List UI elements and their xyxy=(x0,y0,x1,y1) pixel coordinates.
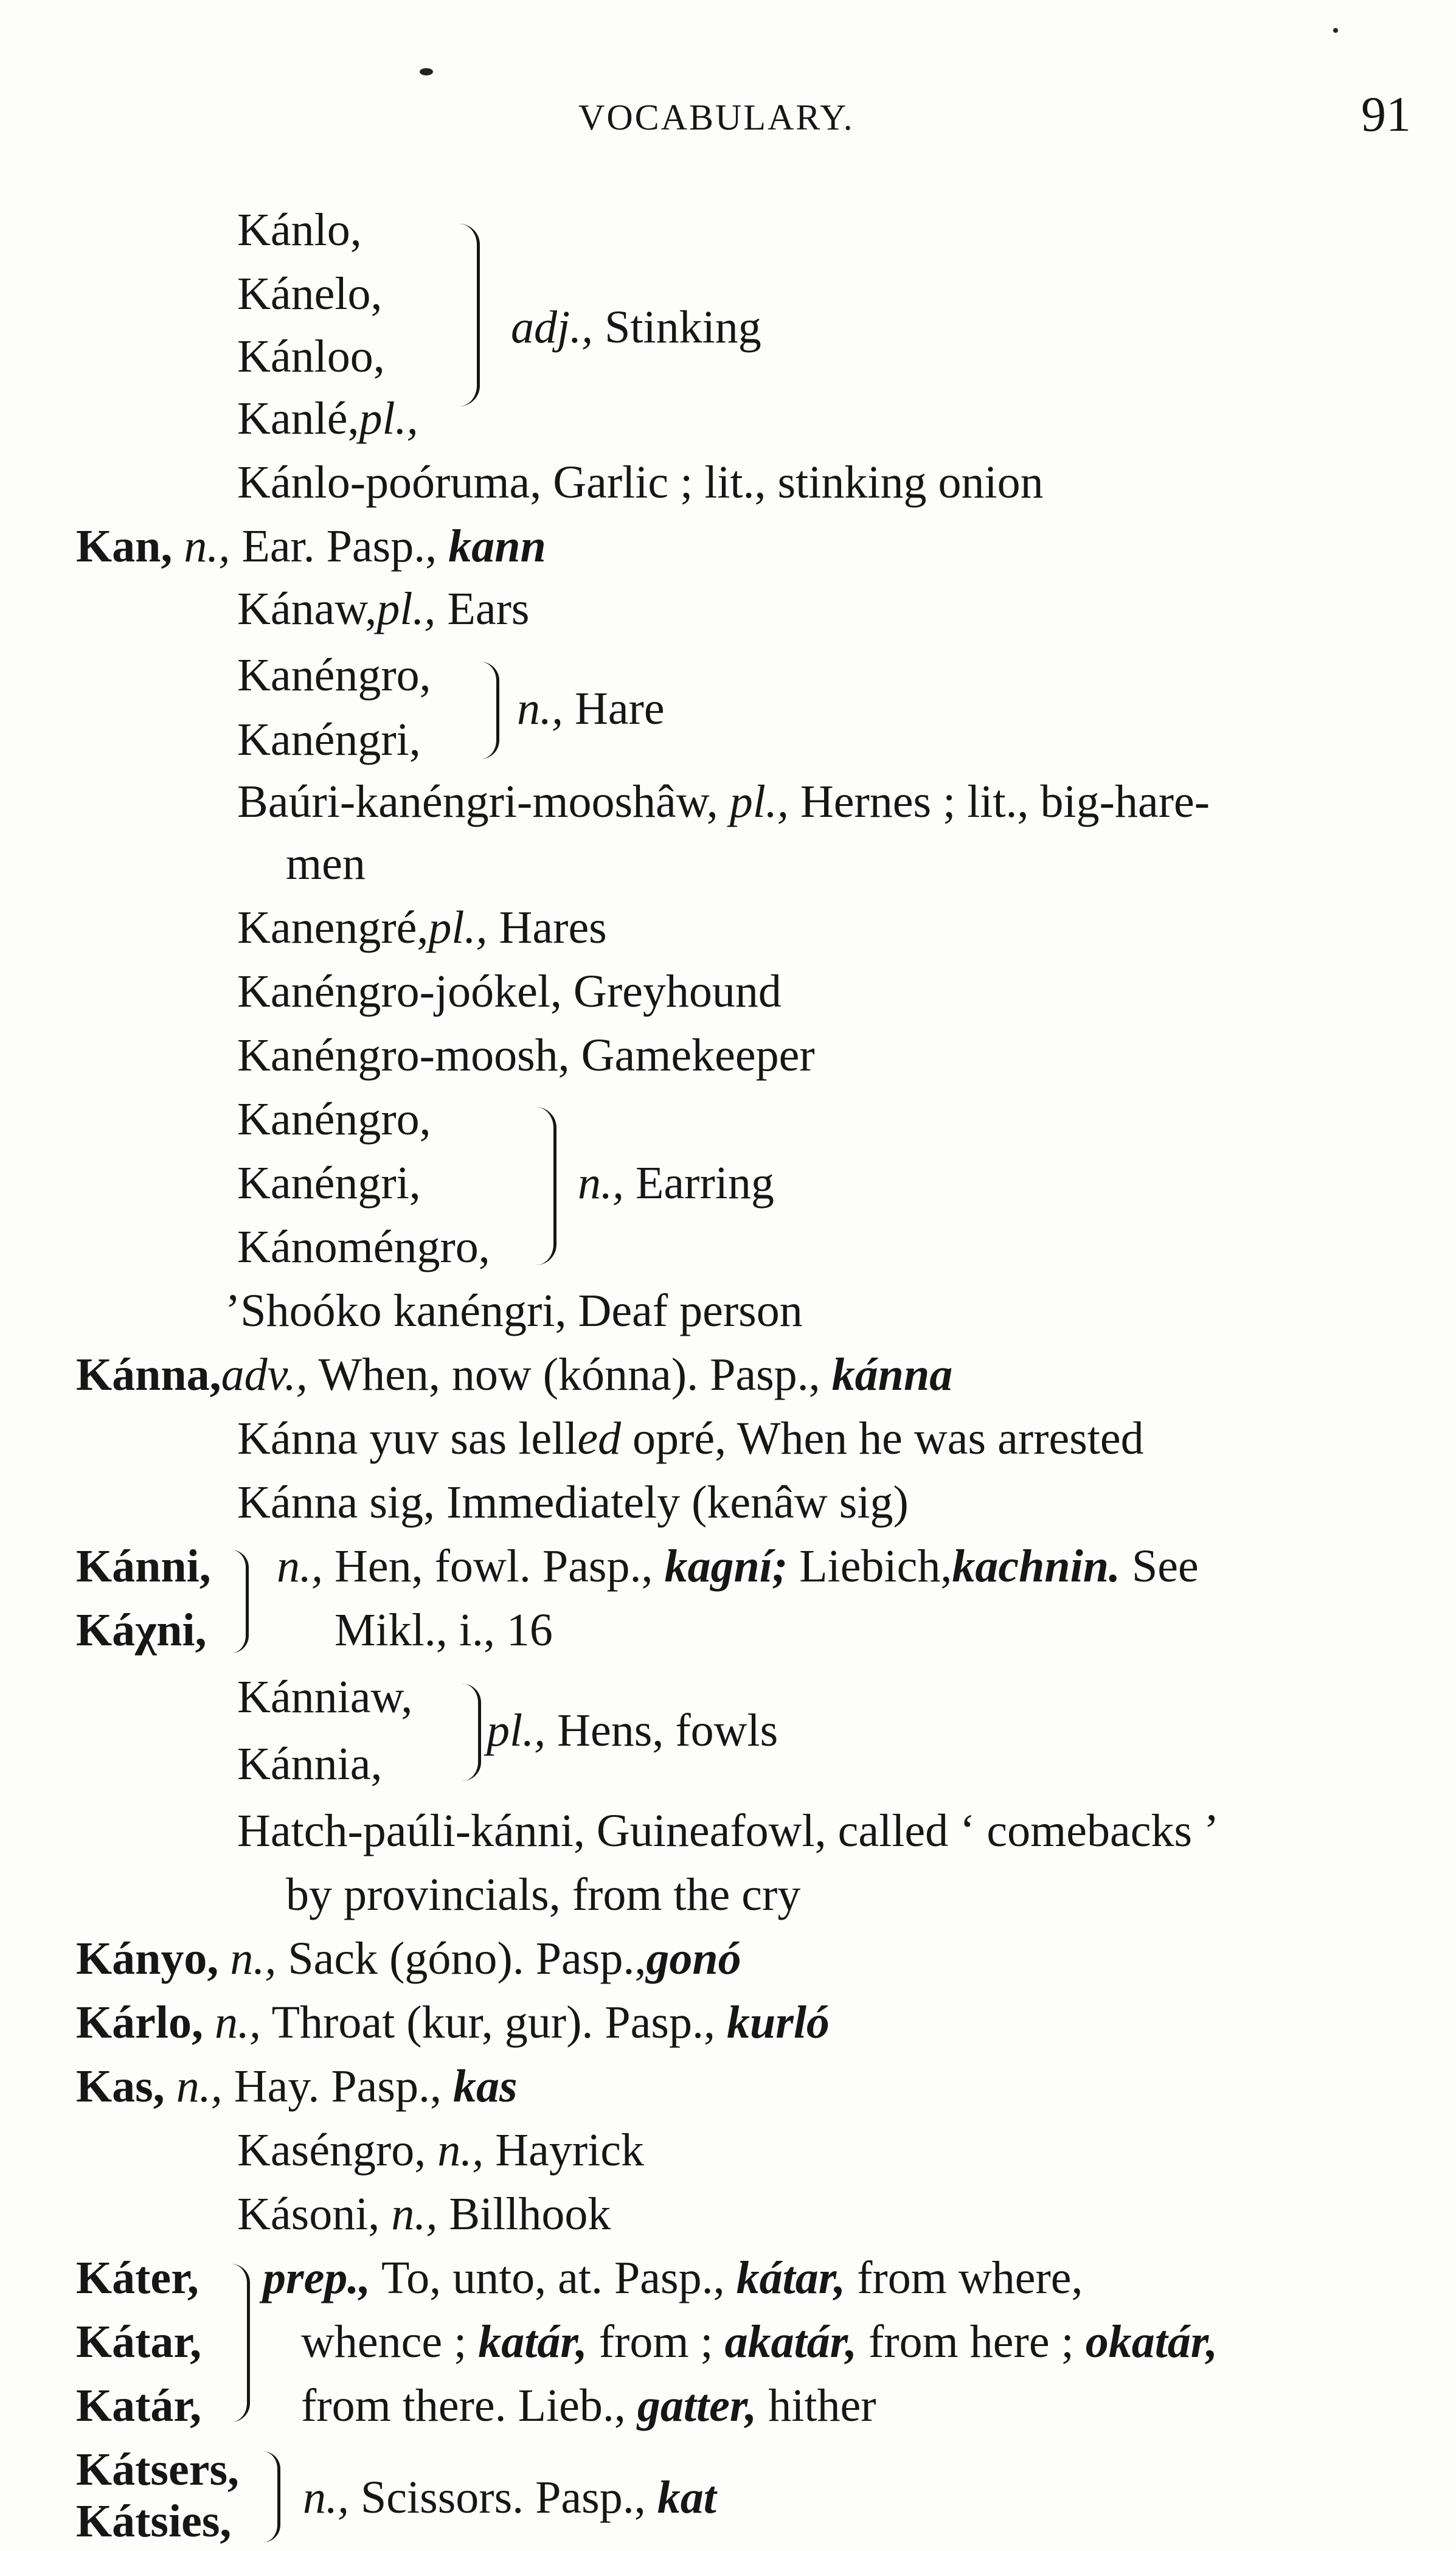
entry-kasoni: Kásoni, n., Billhook xyxy=(237,2188,611,2240)
entry-kanaw: Kánaw,pl., Ears xyxy=(237,583,530,634)
entry-kasengro: Kaséngro, n., Hayrick xyxy=(237,2125,645,2176)
kanniaw-definition: pl., Hens, fowls xyxy=(487,1705,778,1756)
running-head: VOCABULARY. xyxy=(578,97,855,137)
brace xyxy=(480,662,499,759)
entry-shooko: ’Shoóko kanéngri, Deaf person xyxy=(225,1285,803,1336)
entry-kanengre: Kanengré,pl., Hares xyxy=(237,902,607,953)
brace xyxy=(263,2451,280,2542)
kater-definition-2: whence ; katár, from ; akatár, from here ; okatár, xyxy=(301,2316,1218,2367)
entry-bauri-cont: men xyxy=(286,838,366,889)
form-kanlo: Kánlo, xyxy=(237,204,362,255)
form-kanniaw: Kánniaw, xyxy=(237,1671,413,1723)
page-number: 91 xyxy=(1361,86,1411,142)
form-kanelo: Kánelo, xyxy=(237,268,383,319)
form-kanengro: Kanéngro, xyxy=(237,650,431,701)
form-kanloo: Kánloo, xyxy=(237,331,385,382)
kanengro-earring-definition: n., Earring xyxy=(578,1157,774,1209)
entry-bauri: Baúri-kanéngri-mooshâw, pl., Hernes ; lit., big-hare- xyxy=(237,776,1210,827)
form-katsies: Kátsies, xyxy=(76,2496,232,2547)
brace xyxy=(462,1684,481,1781)
entry-greyhound: Kanéngro-joókel, Greyhound xyxy=(237,966,782,1017)
form-kanengri: Kanéngri, xyxy=(237,1157,421,1209)
form-katar-accented: Katár, xyxy=(76,2380,202,2431)
katsers-definition: n., Scissors. Pasp., kat xyxy=(303,2472,716,2523)
form-kanni: Kánni, xyxy=(76,1541,211,1592)
entry-kas: Kas, n., Hay. Pasp., kas xyxy=(76,2061,518,2112)
brace xyxy=(535,1107,556,1265)
form-katar: Kátar, xyxy=(76,2316,202,2367)
form-kater: Káter, xyxy=(76,2252,199,2303)
form-kanengro: Kanéngro, xyxy=(237,1094,431,1145)
form-kachni: Káχni, xyxy=(76,1605,207,1656)
entry-kanna-sig: Kánna sig, Immediately (kenâw sig) xyxy=(237,1477,909,1528)
kanengro-hare-definition: n., Hare xyxy=(517,683,665,734)
kanni-definition: n., Hen, fowl. Pasp., kagní; Liebich,kachnin. See xyxy=(277,1541,1199,1592)
kater-definition-3: from there. Lieb., gatter, hither xyxy=(301,2380,876,2431)
form-kanomengro: Kánoméngro, xyxy=(237,1221,490,1272)
kanlo-definition: adj., Stinking xyxy=(511,302,761,353)
form-kanengri: Kanéngri, xyxy=(237,714,421,765)
entry-hatch-pauli-cont: by provincials, from the cry xyxy=(286,1869,801,1920)
entry-gamekeeper: Kanéngro-moosh, Gamekeeper xyxy=(237,1030,815,1081)
entry-kanyo: Kányo, n., Sack (góno). Pasp.,gonó xyxy=(76,1933,741,1984)
brace xyxy=(231,1550,249,1653)
form-kannia: Kánnia, xyxy=(237,1738,383,1789)
entry-kanna: Kánna,adv., When, now (kónna). Pasp., kánna xyxy=(76,1349,953,1400)
entry-hatch-pauli: Hatch-paúli-kánni, Guineafowl, called ‘ comebacks ’ xyxy=(237,1805,1219,1856)
brace xyxy=(231,2264,250,2422)
entry-kanna-yuv: Kánna yuv sas lelled opré, When he was arrested xyxy=(237,1413,1144,1464)
entry-kan: Kan, n., Ear. Pasp., kann xyxy=(76,521,546,572)
form-katsers: Kátsers, xyxy=(76,2444,240,2495)
kanni-reference: Mikl., i., 16 xyxy=(335,1605,553,1656)
ink-speck xyxy=(1333,28,1338,33)
entry-karlo: Kárlo, n., Throat (kur, gur). Pasp., kurló xyxy=(76,1997,830,2048)
brace xyxy=(457,224,480,406)
ink-speck xyxy=(420,68,433,75)
kater-definition-1: prep., To, unto, at. Pasp., kátar, from where, xyxy=(263,2252,1083,2303)
entry-kanlo-poruma: Kánlo-poóruma, Garlic ; lit., stinking onion xyxy=(237,457,1044,508)
form-kanle: Kanlé,pl., xyxy=(237,393,418,444)
